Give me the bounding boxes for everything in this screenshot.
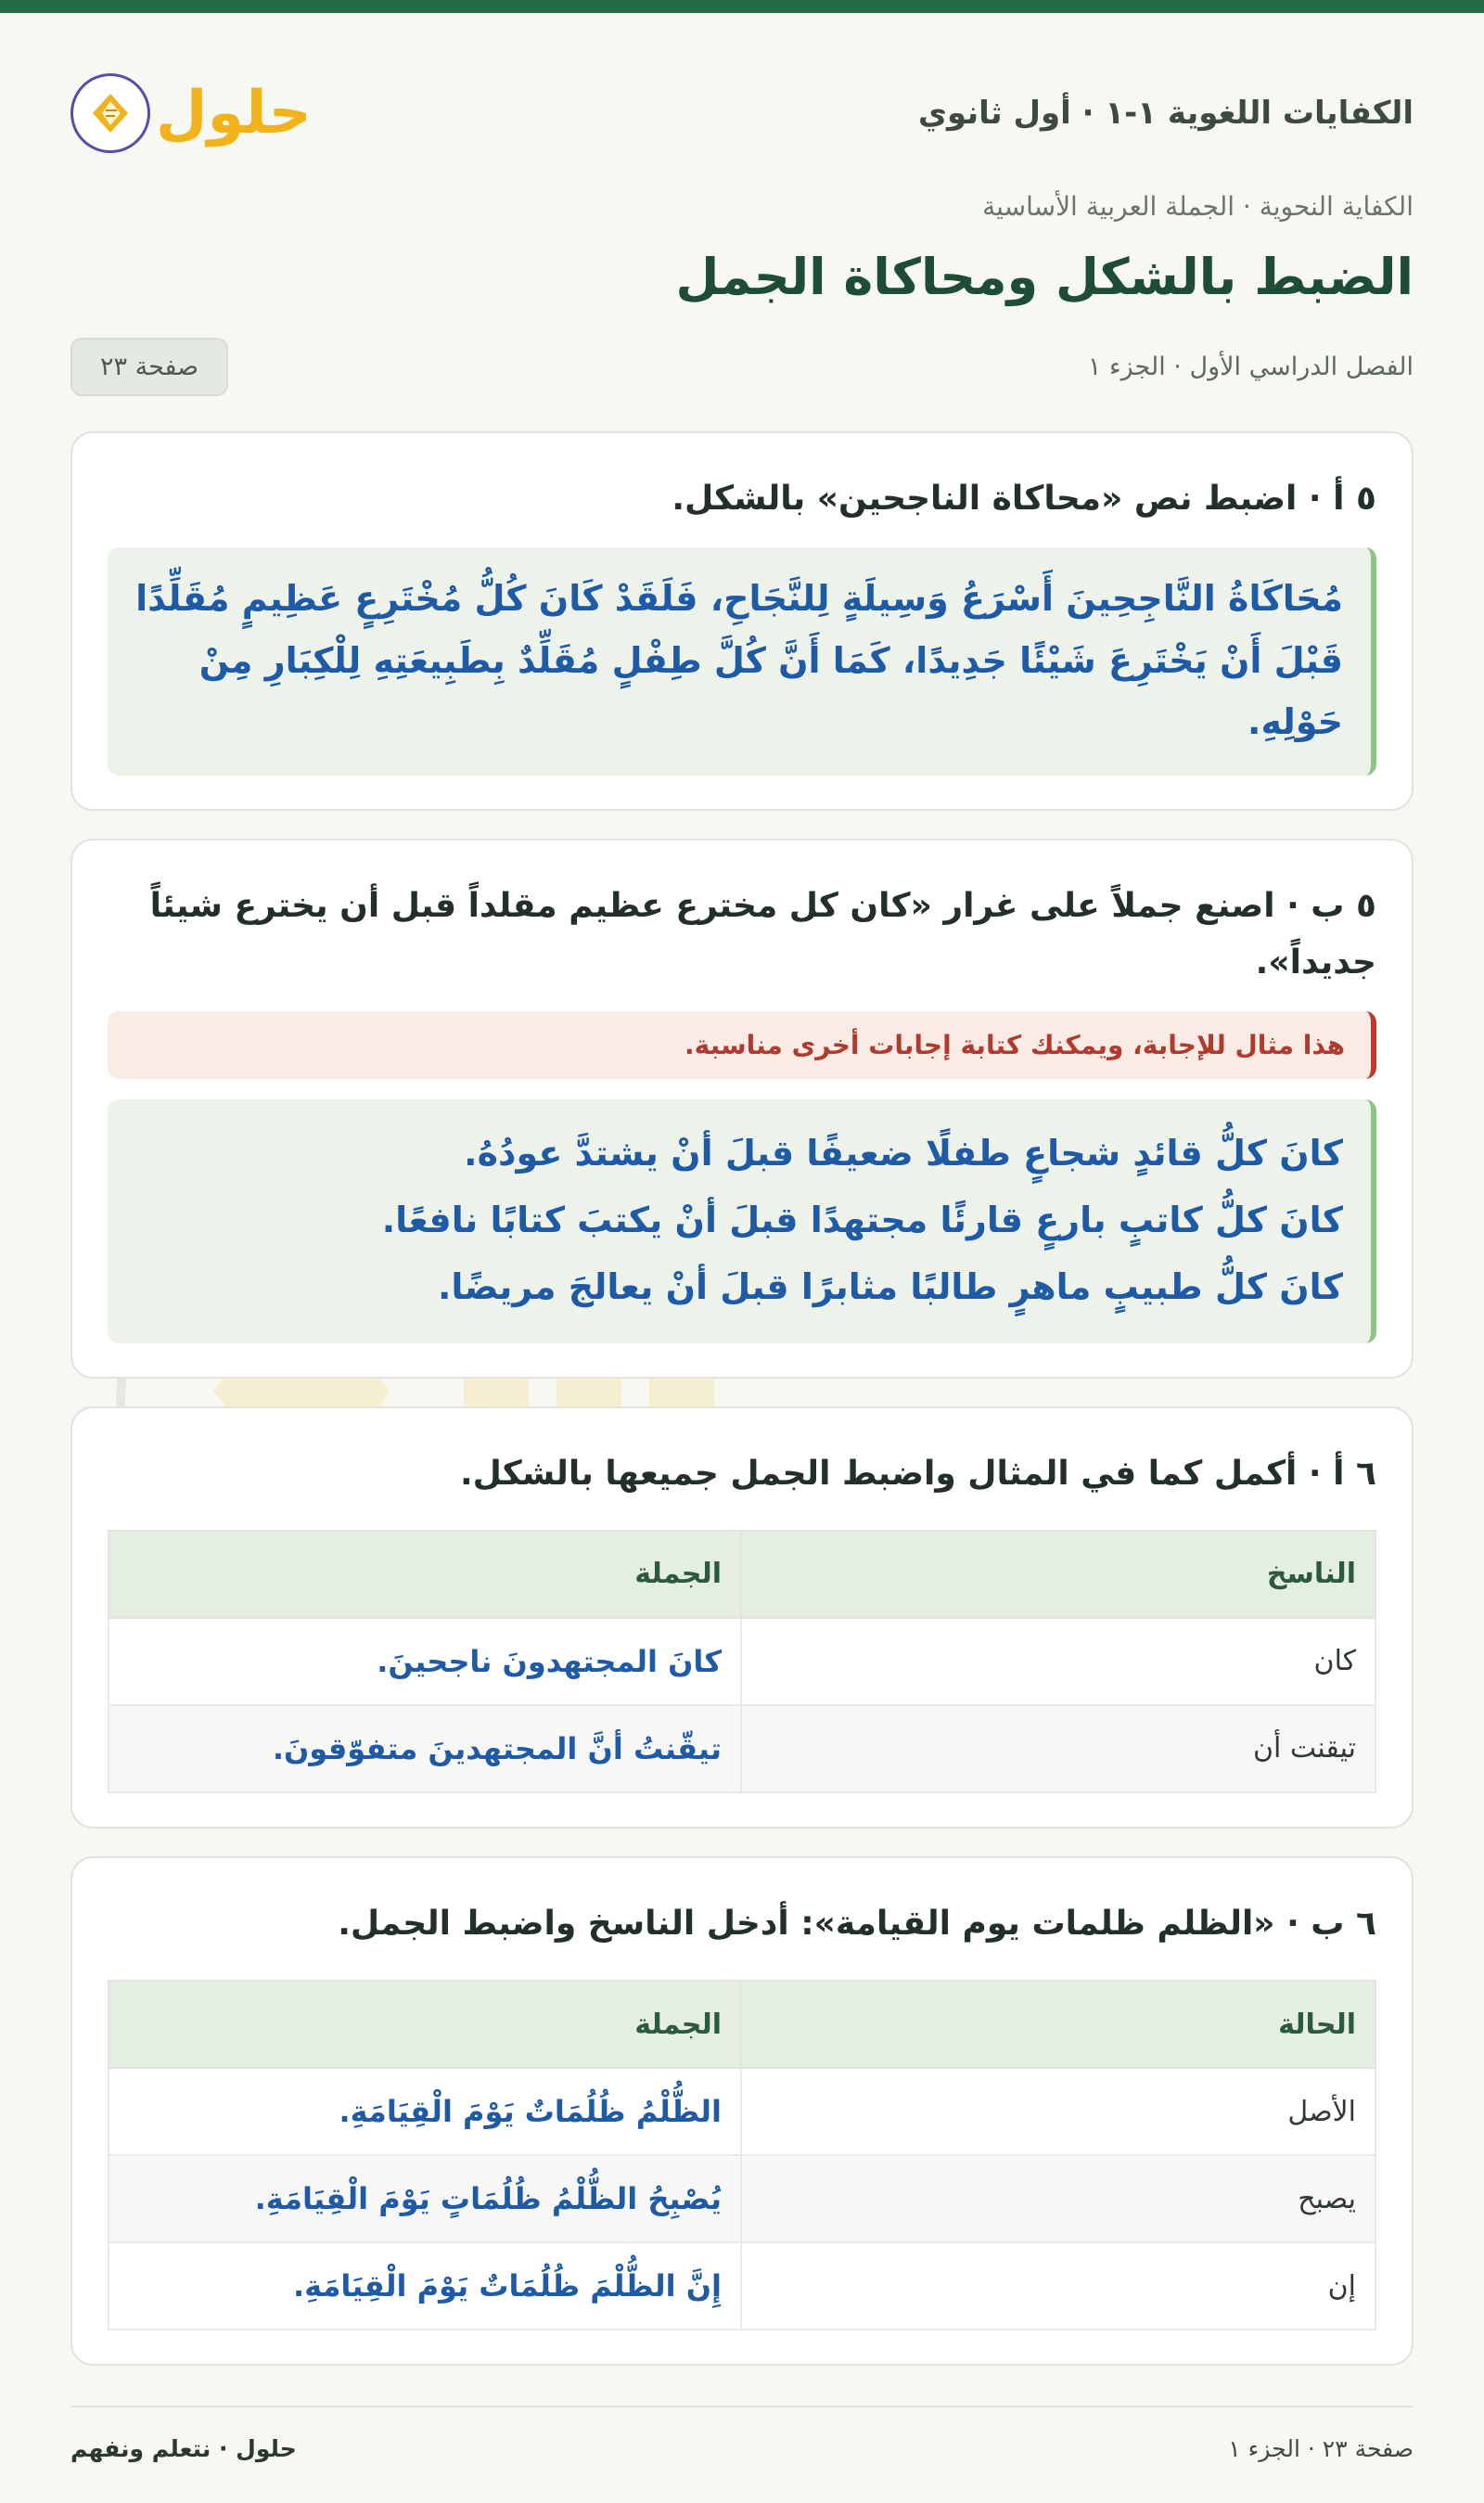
question-title: ٦ أ · أكمل كما في المثال واضبط الجمل جميعها بالشكل. (459, 1454, 1376, 1493)
answer-box (108, 1099, 1376, 1343)
table-row (109, 2242, 1375, 2330)
column-header: الناسخ (741, 1531, 1375, 1618)
question-card-6b (70, 1856, 1414, 2366)
footer-page-info: صفحة ٢٣ · الجزء ١ (1228, 2435, 1414, 2462)
meta-row (0, 306, 1484, 396)
table-header-row (109, 1981, 1375, 2068)
table-cell-answer: إِنَّ الظُّلْمَ ظُلُمَاتٌ يَوْمَ الْقِيَامَةِ. (109, 2242, 741, 2330)
table-row (109, 2068, 1375, 2155)
table-cell-answer: كانَ المجتهدونَ ناجحينَ. (109, 1618, 741, 1705)
course-title: الكفايات اللغوية ١-١ · أول ثانوي (917, 95, 1414, 132)
column-header: الجملة (109, 1531, 741, 1618)
answer-line: كانَ كلُّ طبيبٍ ماهرٍ طالبًا مثابرًا قبلَ أنْ يعالجَ مريضًا. (437, 1266, 1343, 1308)
answer-table (108, 1980, 1376, 2330)
answer-line: كانَ كلُّ كاتبٍ بارعٍ قارئًا مجتهدًا قبلَ أنْ يكتبَ كتابًا نافعًا. (381, 1200, 1343, 1241)
logo-wordmark: حلول (156, 79, 312, 148)
table-row (109, 1618, 1375, 1705)
question-title: ٥ أ · اضبط نص «محاكاة الناجحين» بالشكل. (672, 480, 1376, 518)
question-title: ٦ ب · «الظلم ظلمات يوم القيامة»: أدخل الناسخ واضبط الجمل. (338, 1904, 1376, 1943)
hint-note: هذا مثال للإجابة، ويمكنك كتابة إجابات أخرى مناسبة. (108, 1011, 1376, 1079)
column-header: الحالة (741, 1981, 1375, 2068)
table-cell-answer: تيقّنتُ أنَّ المجتهدينَ متفوّقونَ. (109, 1705, 741, 1792)
page-number-badge: صفحة ٢٣ (70, 338, 228, 396)
question-card-5a (70, 431, 1414, 811)
question-card-6a (70, 1406, 1414, 1829)
table-row (109, 1705, 1375, 1792)
table-header-row (109, 1531, 1375, 1618)
top-accent-bar (0, 0, 1484, 13)
table-cell-label: تيقنت أن (741, 1705, 1375, 1792)
semester-info: الفصل الدراسي الأول · الجزء ١ (1087, 353, 1414, 381)
table-cell-label: إن (741, 2242, 1375, 2330)
table-cell-label: الأصل (741, 2068, 1375, 2155)
brand-logo[interactable] (70, 73, 312, 153)
table-row (109, 2155, 1375, 2242)
page-header (0, 13, 1484, 161)
question-card-5b (70, 839, 1414, 1379)
breadcrumb: الكفاية النحوية · الجملة العربية الأساسية (982, 191, 1414, 222)
question-title: ٥ ب · اصنع جملاً على غرار «كان كل مخترع عظيم مقلداً قبل أن يخترع شيئاً جديداً». (149, 886, 1376, 982)
page-title: الضبط بالشكل ومحاكاة الجمل (675, 248, 1414, 306)
table-cell-label: يصبح (741, 2155, 1375, 2242)
page-footer (70, 2406, 1414, 2462)
answer-box: مُحَاكَاةُ النَّاجِحِينَ أَسْرَعُ وَسِيلَةٍ لِلنَّجَاحِ، فَلَقَدْ كَانَ كُلُّ مُخْتَرِعٍ عَظِيمٍ مُقَلِّدًا قَبْلَ أَنْ يَخْتَرِعَ شَيْئًا جَدِيدًا، كَمَا أَنَّ كُلَّ طِفْلٍ مُقَلِّدٌ بِطَبِيعَتِهِ لِلْكِبَارِ مِنْ حَوْلِهِ. (108, 547, 1376, 776)
column-header: الجملة (109, 1981, 741, 2068)
logo-emblem-icon (70, 73, 150, 153)
answer-table (108, 1530, 1376, 1793)
table-cell-label: كان (741, 1618, 1375, 1705)
answer-line: كانَ كلُّ قائدٍ شجاعٍ طفلًا ضعيفًا قبلَ أنْ يشتدَّ عودُهُ. (464, 1133, 1343, 1174)
table-cell-answer: الظُّلْمُ ظُلُمَاتٌ يَوْمَ الْقِيَامَةِ. (109, 2068, 741, 2155)
table-cell-answer: يُصْبِحُ الظُّلْمُ ظُلُمَاتٍ يَوْمَ الْقِيَامَةِ. (109, 2155, 741, 2242)
footer-brand: حلول · نتعلم ونفهم (70, 2435, 297, 2462)
